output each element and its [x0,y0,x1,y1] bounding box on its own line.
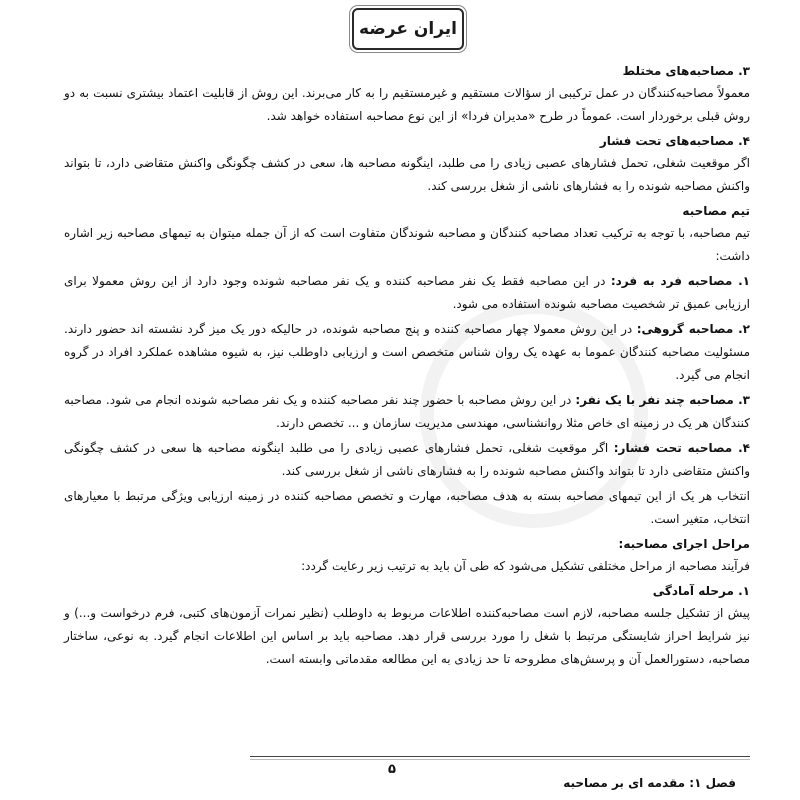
paragraph-lead: ۲. مصاحبه گروهی: [636,322,750,336]
paragraph [64,270,750,316]
section-heading: تیم مصاحبه [682,204,750,218]
paragraph [64,318,750,387]
paragraph-text: در این روش مصاحبه با حضور چند نفر مصاحبه کننده و یک نفر مصاحبه شونده انجام می شود. مصاحبه کنندگان هر یک در زمینه ای خاص مثلا روانشناسی، مهندسی مدیریت سازمان و ... تخصص دارند. [64,393,750,430]
section-heading: ۳. مصاحبه‌های مختلط [622,64,750,78]
paragraph-text: در این روش معمولا چهار مصاحبه کننده و پنج مصاحبه شونده، در حالیکه دور یک میز گرد نشسته اند حضور دارند. مسئولیت مصاحبه کنندگان عموما به عهده یک روان شناس متخصص است و ارزیابی داوطلب نیز، به شیوه مشاهده عملکرد افراد در گروه انجام می گیرد. [64,322,750,382]
page-number: ۵ [388,762,396,777]
paragraph [64,389,750,435]
paragraph: معمولاً مصاحبه‌کنندگان در عمل ترکیبی از سؤالات مستقیم و غیرمستقیم را به کار می‌برند. این روش از قابلیت اعتماد بیشتری نسبت به دو روش قبلی برخوردار است. عموماً در طرح «مدیران فردا» از این نوع مصاحبه استفاده خواهد شد. [64,86,750,123]
paragraph [64,437,750,483]
paragraph-lead: ۳. مصاحبه چند نفر با یک نفر: [575,393,750,407]
paragraph-text: اگر موقعیت شغلی، تحمل فشارهای عصبی زیادی را می طلبد اینگونه مصاحبه ها سعی در کشف چگونگی واکنش متقاضی دارد تا بتواند واکنش مصاحبه شونده را به فشارهای ناشی از شغل بررسی کند. [64,441,750,478]
paragraph-lead: ۴. مصاحبه تحت فشار: [613,441,750,455]
section-heading: مراحل اجرای مصاحبه: [618,537,750,551]
paragraph-lead: ۱. مصاحبه فرد به فرد: [610,274,750,288]
footer-divider [250,756,750,757]
page-body [64,60,750,673]
paragraph: فرآیند مصاحبه از مراحل مختلفی تشکیل می‌شود که طی آن باید به ترتیب زیر رعایت گردد: [301,559,750,573]
paragraph: اگر موقعیت شغلی، تحمل فشارهای عصبی زیادی را می طلبد، اینگونه مصاحبه ها، سعی در کشف چگونگی واکنش متقاضی دارد، تا بتواند واکنش مصاحبه شونده را به فشارهای ناشی از شغل بررسی کند. [64,156,750,193]
paragraph-text: در این مصاحبه فقط یک نفر مصاحبه کننده و یک نفر مصاحبه شونده وجود دارد از این روش معمولا برای ارزیابی عمیق تر شخصیت مصاحبه شونده استفاده می شود. [64,274,750,311]
chapter-title: فصل ۱: مقدمه ای بر مصاحبه [563,776,736,790]
section-heading: ۴. مصاحبه‌های تحت فشار [599,134,750,148]
section-heading: ۱. مرحله آمادگی [652,584,750,598]
publisher-logo: ایران عرضه [352,8,464,50]
paragraph: انتخاب هر یک از این تیمهای مصاحبه بسته به هدف مصاحبه، مهارت و تخصص مصاحبه کننده در زمینه ارزیابی ویژگی مرتبط با معیارهای انتخاب، متغیر است. [64,489,750,526]
footer-divider-secondary [250,759,750,760]
paragraph: تیم مصاحبه، با توجه به ترکیب تعداد مصاحبه کنندگان و مصاحبه شوندگان متفاوت است که از آن جمله میتوان به تیمهای مصاحبه زیر اشاره داشت: [64,226,750,263]
paragraph: پیش از تشکیل جلسه مصاحبه، لازم است مصاحبه‌کننده اطلاعات مربوط به داوطلب (نظیر نمرات آزمون‌های کتبی، فرم درخواست و...) و نیز شرایط احراز شایستگی مرتبط با شغل را مورد بررسی قرار دهد. مصاحبه باید بر اساس این اطلاعات انجام گیرد. به نوعی، ساختار مصاحبه، دستورالعمل آن و پرسش‌های مطروحه تا حد زیادی به این مطالعه مقدماتی وابسته است. [64,606,750,666]
